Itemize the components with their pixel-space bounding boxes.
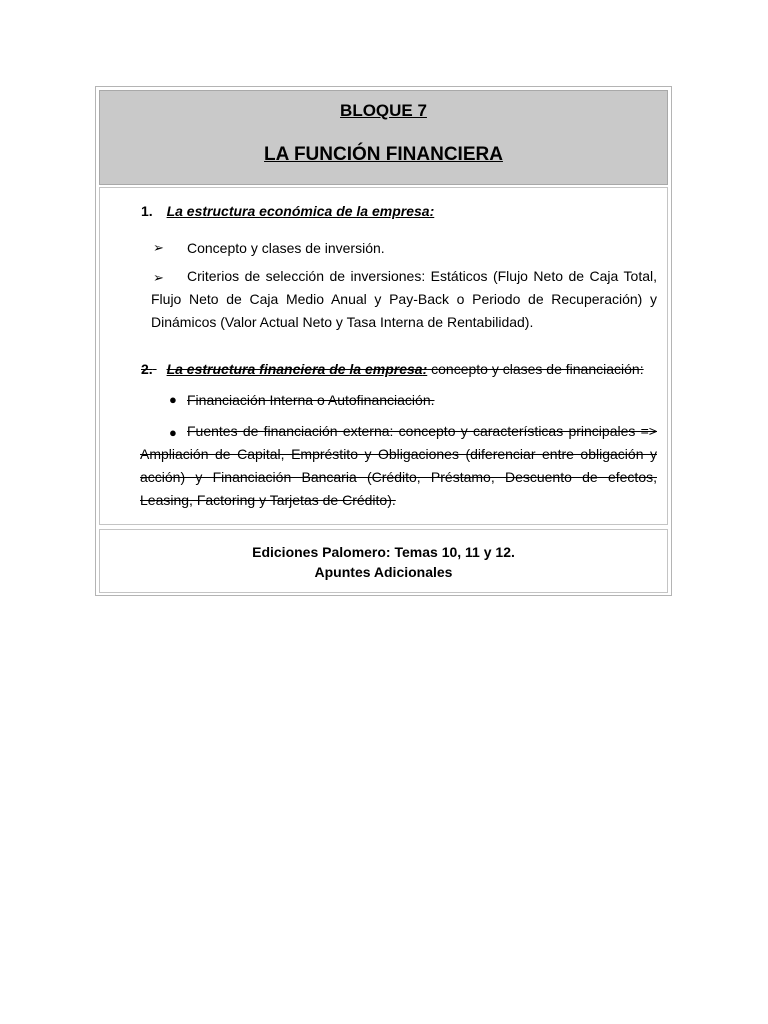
header-cell bbox=[99, 90, 668, 185]
footer-reference: Ediciones Palomero: Temas 10, 11 y 12. bbox=[252, 544, 515, 560]
section1-number: 1. bbox=[141, 203, 153, 219]
section1-heading bbox=[141, 202, 434, 220]
footer-note: Apuntes Adicionales bbox=[314, 564, 453, 580]
section2-title: La estructura financiera de la empresa bbox=[166, 361, 423, 377]
section2-heading bbox=[141, 360, 644, 378]
section1-title: La estructura económica de la empresa: bbox=[166, 203, 435, 219]
arrow-bullet-icon: ➢ bbox=[153, 240, 164, 255]
section2-colon: : bbox=[422, 361, 428, 377]
section1-item-1: Concepto y clases de inversión. bbox=[187, 240, 385, 256]
dot-bullet-icon: ● bbox=[169, 425, 177, 440]
section2-title-rest: concepto y clases de financiación: bbox=[427, 361, 644, 377]
section2-item-1: Financiación Interna o Autofinanciación. bbox=[187, 392, 435, 408]
dot-bullet-icon: ● bbox=[169, 392, 177, 407]
arrow-bullet-icon: ➢ bbox=[153, 270, 164, 285]
section2-item-2: Fuentes de financiación externa: concepto y características principales => Ampliación de Capital, Empréstito y Obligaciones (diferenciar entre obligación y acción) y Financiación Bancaria (Crédito, Préstamo, Descuento de efectos, Leasing, Factoring y Tarjetas de Crédito). bbox=[140, 423, 657, 508]
section2-number: 2. bbox=[141, 361, 153, 377]
page-title: LA FUNCIÓN FINANCIERA bbox=[264, 144, 503, 165]
footer-cell bbox=[99, 529, 668, 593]
document-table bbox=[95, 86, 672, 596]
section1-item-2: Criterios de selección de inversiones: Estáticos (Flujo Neto de Caja Total, Flujo Neto de Caja Medio Anual y Pay-Back o Periodo de Recuperación) y Dinámicos (Valor Actual Neto y Tasa Interna de Rentabilidad). bbox=[151, 268, 657, 330]
content-cell bbox=[99, 187, 668, 525]
block-label: BLOQUE 7 bbox=[340, 101, 427, 120]
